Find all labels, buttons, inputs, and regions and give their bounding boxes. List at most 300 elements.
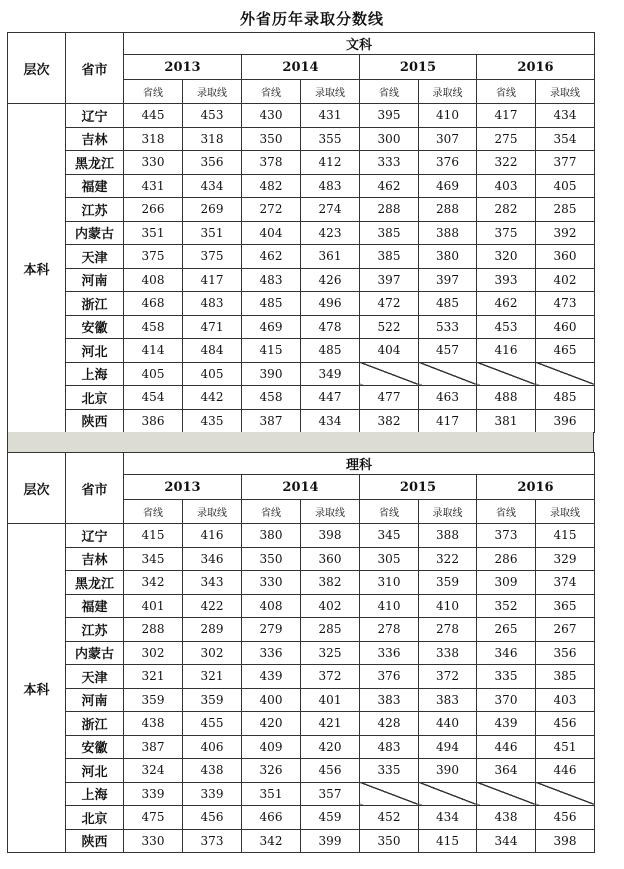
table-row <box>8 221 595 245</box>
score-cell: 333 <box>360 151 419 175</box>
score-cell: 397 <box>419 268 477 292</box>
score-cell: 404 <box>242 221 301 245</box>
score-cell: 387 <box>242 409 301 433</box>
score-cell: 372 <box>419 665 477 689</box>
provincial-line-header: 省线 <box>360 500 419 524</box>
score-cell: 465 <box>536 339 595 363</box>
score-cell: 484 <box>183 339 242 363</box>
province-cell: 福建 <box>66 174 124 198</box>
score-cell: 420 <box>301 735 360 759</box>
score-cell: 485 <box>419 292 477 316</box>
province-cell: 北京 <box>66 386 124 410</box>
score-cell: 322 <box>477 151 536 175</box>
score-cell: 473 <box>536 292 595 316</box>
score-cell: 415 <box>419 829 477 853</box>
score-cell: 409 <box>242 735 301 759</box>
empty-slash-cell <box>477 362 536 386</box>
province-cell: 安徽 <box>66 315 124 339</box>
score-cell: 454 <box>124 386 183 410</box>
provincial-line-header: 省线 <box>477 500 536 524</box>
score-cell: 375 <box>477 221 536 245</box>
score-cell: 496 <box>301 292 360 316</box>
score-cell: 483 <box>360 735 419 759</box>
table-row <box>8 198 595 222</box>
province-cell: 河北 <box>66 339 124 363</box>
table-row <box>8 547 595 571</box>
admission-line-header: 录取线 <box>183 80 242 104</box>
province-cell: 江苏 <box>66 198 124 222</box>
score-cell: 401 <box>301 688 360 712</box>
table-row <box>8 386 595 410</box>
province-header: 省市 <box>66 453 124 524</box>
score-cell: 426 <box>301 268 360 292</box>
score-cell: 382 <box>301 571 360 595</box>
score-cell: 438 <box>124 712 183 736</box>
score-cell: 372 <box>301 665 360 689</box>
score-cell: 357 <box>301 782 360 806</box>
score-cell: 330 <box>124 829 183 853</box>
score-cell: 421 <box>301 712 360 736</box>
table-row <box>8 618 595 642</box>
score-cell: 385 <box>360 221 419 245</box>
admission-line-header: 录取线 <box>301 500 360 524</box>
score-cell: 350 <box>360 829 419 853</box>
score-cell: 338 <box>419 641 477 665</box>
score-cell: 285 <box>536 198 595 222</box>
score-cell: 355 <box>301 127 360 151</box>
provincial-line-header: 省线 <box>360 80 419 104</box>
score-cell: 378 <box>242 151 301 175</box>
score-cell: 325 <box>301 641 360 665</box>
score-cell: 390 <box>419 759 477 783</box>
score-cell: 469 <box>419 174 477 198</box>
score-cell: 417 <box>477 104 536 128</box>
score-cell: 458 <box>242 386 301 410</box>
score-cell: 286 <box>477 547 536 571</box>
score-cell: 399 <box>301 829 360 853</box>
score-cell: 405 <box>536 174 595 198</box>
score-cell: 300 <box>360 127 419 151</box>
score-cell: 288 <box>124 618 183 642</box>
score-cell: 400 <box>242 688 301 712</box>
wenke-section <box>7 32 594 433</box>
level-cell: 本科 <box>8 104 66 433</box>
score-cell: 364 <box>477 759 536 783</box>
score-cell: 415 <box>242 339 301 363</box>
score-cell: 453 <box>477 315 536 339</box>
table-row <box>8 571 595 595</box>
score-cell: 483 <box>301 174 360 198</box>
score-cell: 522 <box>360 315 419 339</box>
table-row <box>8 759 595 783</box>
table-row <box>8 339 595 363</box>
score-cell: 485 <box>301 339 360 363</box>
score-cell: 488 <box>477 386 536 410</box>
score-cell: 396 <box>536 409 595 433</box>
table-row <box>8 151 595 175</box>
score-cell: 318 <box>183 127 242 151</box>
score-cell: 307 <box>419 127 477 151</box>
score-cell: 401 <box>124 594 183 618</box>
score-cell: 393 <box>477 268 536 292</box>
score-cell: 322 <box>419 547 477 571</box>
score-cell: 453 <box>183 104 242 128</box>
province-cell: 河南 <box>66 268 124 292</box>
score-cell: 388 <box>419 221 477 245</box>
table-row <box>8 688 595 712</box>
table-row <box>8 594 595 618</box>
score-cell: 382 <box>360 409 419 433</box>
score-cell: 434 <box>183 174 242 198</box>
score-cell: 282 <box>477 198 536 222</box>
table-row <box>8 735 595 759</box>
score-cell: 455 <box>183 712 242 736</box>
score-cell: 305 <box>360 547 419 571</box>
province-cell: 吉林 <box>66 547 124 571</box>
category-header: 理科 <box>124 453 595 475</box>
score-cell: 410 <box>419 104 477 128</box>
score-cell: 416 <box>477 339 536 363</box>
province-cell: 陕西 <box>66 829 124 853</box>
score-cell: 330 <box>124 151 183 175</box>
score-cell: 380 <box>419 245 477 269</box>
score-cell: 302 <box>183 641 242 665</box>
score-cell: 446 <box>477 735 536 759</box>
score-cell: 288 <box>360 198 419 222</box>
score-cell: 350 <box>242 547 301 571</box>
score-cell: 321 <box>183 665 242 689</box>
score-cell: 410 <box>360 594 419 618</box>
score-cell: 483 <box>242 268 301 292</box>
level-header: 层次 <box>8 453 66 524</box>
score-cell: 406 <box>183 735 242 759</box>
score-cell: 404 <box>360 339 419 363</box>
score-cell: 408 <box>242 594 301 618</box>
score-cell: 269 <box>183 198 242 222</box>
score-cell: 309 <box>477 571 536 595</box>
year-header: 2013 <box>124 475 242 500</box>
score-cell: 279 <box>242 618 301 642</box>
score-cell: 386 <box>124 409 183 433</box>
score-cell: 466 <box>242 806 301 830</box>
score-cell: 438 <box>183 759 242 783</box>
score-cell: 375 <box>124 245 183 269</box>
province-cell: 黑龙江 <box>66 151 124 175</box>
score-cell: 469 <box>242 315 301 339</box>
empty-slash-cell <box>477 782 536 806</box>
score-cell: 370 <box>477 688 536 712</box>
provincial-line-header: 省线 <box>124 500 183 524</box>
score-cell: 442 <box>183 386 242 410</box>
empty-slash-cell <box>360 362 419 386</box>
score-cell: 452 <box>360 806 419 830</box>
score-cell: 415 <box>536 524 595 548</box>
score-cell: 417 <box>183 268 242 292</box>
score-cell: 272 <box>242 198 301 222</box>
province-cell: 黑龙江 <box>66 571 124 595</box>
score-cell: 398 <box>301 524 360 548</box>
province-cell: 吉林 <box>66 127 124 151</box>
province-cell: 浙江 <box>66 712 124 736</box>
score-cell: 346 <box>183 547 242 571</box>
province-cell: 上海 <box>66 782 124 806</box>
score-cell: 380 <box>242 524 301 548</box>
score-cell: 351 <box>124 221 183 245</box>
score-cell: 431 <box>301 104 360 128</box>
province-cell: 福建 <box>66 594 124 618</box>
empty-slash-cell <box>536 782 595 806</box>
score-cell: 460 <box>536 315 595 339</box>
table-row <box>8 829 595 853</box>
level-header: 层次 <box>8 33 66 104</box>
table-row <box>8 268 595 292</box>
year-header: 2015 <box>360 475 477 500</box>
score-cell: 385 <box>536 665 595 689</box>
admission-line-header: 录取线 <box>536 500 595 524</box>
score-cell: 278 <box>419 618 477 642</box>
province-cell: 北京 <box>66 806 124 830</box>
score-cell: 485 <box>536 386 595 410</box>
score-cell: 356 <box>183 151 242 175</box>
score-cell: 342 <box>242 829 301 853</box>
score-cell: 405 <box>183 362 242 386</box>
province-cell: 上海 <box>66 362 124 386</box>
score-cell: 408 <box>124 268 183 292</box>
table-row <box>8 665 595 689</box>
table-row <box>8 806 595 830</box>
empty-slash-cell <box>419 362 477 386</box>
province-cell: 安徽 <box>66 735 124 759</box>
province-header: 省市 <box>66 33 124 104</box>
score-cell: 457 <box>419 339 477 363</box>
table-row <box>8 292 595 316</box>
score-cell: 462 <box>242 245 301 269</box>
score-cell: 414 <box>124 339 183 363</box>
score-cell: 420 <box>242 712 301 736</box>
score-cell: 430 <box>242 104 301 128</box>
score-cell: 381 <box>477 409 536 433</box>
score-cell: 345 <box>360 524 419 548</box>
score-cell: 440 <box>419 712 477 736</box>
score-cell: 376 <box>419 151 477 175</box>
score-cell: 405 <box>124 362 183 386</box>
score-cell: 533 <box>419 315 477 339</box>
score-cell: 471 <box>183 315 242 339</box>
empty-slash-cell <box>536 362 595 386</box>
score-cell: 330 <box>242 571 301 595</box>
score-cell: 456 <box>301 759 360 783</box>
score-cell: 329 <box>536 547 595 571</box>
score-cell: 356 <box>536 641 595 665</box>
score-cell: 422 <box>183 594 242 618</box>
score-cell: 477 <box>360 386 419 410</box>
score-cell: 359 <box>124 688 183 712</box>
admission-line-header: 录取线 <box>183 500 242 524</box>
score-cell: 354 <box>536 127 595 151</box>
score-cell: 360 <box>301 547 360 571</box>
score-cell: 360 <box>536 245 595 269</box>
score-cell: 385 <box>360 245 419 269</box>
score-cell: 412 <box>301 151 360 175</box>
score-cell: 339 <box>124 782 183 806</box>
empty-slash-cell <box>419 782 477 806</box>
score-cell: 395 <box>360 104 419 128</box>
score-cell: 398 <box>536 829 595 853</box>
score-cell: 483 <box>183 292 242 316</box>
score-cell: 387 <box>124 735 183 759</box>
score-cell: 274 <box>301 198 360 222</box>
score-cell: 438 <box>477 806 536 830</box>
score-cell: 344 <box>477 829 536 853</box>
score-cell: 351 <box>183 221 242 245</box>
score-cell: 434 <box>301 409 360 433</box>
score-cell: 485 <box>242 292 301 316</box>
section-divider-band <box>7 432 594 452</box>
score-cell: 278 <box>360 618 419 642</box>
province-cell: 陕西 <box>66 409 124 433</box>
score-cell: 434 <box>536 104 595 128</box>
score-cell: 456 <box>536 712 595 736</box>
score-cell: 463 <box>419 386 477 410</box>
score-table <box>7 452 595 853</box>
score-cell: 472 <box>360 292 419 316</box>
score-cell: 339 <box>183 782 242 806</box>
score-cell: 376 <box>360 665 419 689</box>
score-cell: 392 <box>536 221 595 245</box>
table-row <box>8 245 595 269</box>
table-row <box>8 174 595 198</box>
score-cell: 342 <box>124 571 183 595</box>
score-cell: 359 <box>419 571 477 595</box>
score-cell: 349 <box>301 362 360 386</box>
province-cell: 浙江 <box>66 292 124 316</box>
score-cell: 428 <box>360 712 419 736</box>
province-cell: 天津 <box>66 245 124 269</box>
admission-line-header: 录取线 <box>536 80 595 104</box>
table-row <box>8 524 595 548</box>
score-cell: 458 <box>124 315 183 339</box>
score-cell: 417 <box>419 409 477 433</box>
page-title: 外省历年录取分数线 <box>239 10 384 28</box>
score-cell: 423 <box>301 221 360 245</box>
score-cell: 336 <box>360 641 419 665</box>
province-cell: 内蒙古 <box>66 221 124 245</box>
score-cell: 343 <box>183 571 242 595</box>
table-row <box>8 712 595 736</box>
table-row <box>8 362 595 386</box>
score-cell: 468 <box>124 292 183 316</box>
year-header: 2014 <box>242 55 360 80</box>
score-cell: 302 <box>124 641 183 665</box>
score-cell: 410 <box>419 594 477 618</box>
provincial-line-header: 省线 <box>242 500 301 524</box>
province-cell: 河北 <box>66 759 124 783</box>
score-cell: 310 <box>360 571 419 595</box>
score-cell: 267 <box>536 618 595 642</box>
table-row <box>8 315 595 339</box>
score-cell: 352 <box>477 594 536 618</box>
province-cell: 辽宁 <box>66 524 124 548</box>
admission-line-header: 录取线 <box>301 80 360 104</box>
score-cell: 361 <box>301 245 360 269</box>
score-cell: 434 <box>419 806 477 830</box>
province-cell: 河南 <box>66 688 124 712</box>
provincial-line-header: 省线 <box>124 80 183 104</box>
year-header: 2016 <box>477 55 595 80</box>
table-row <box>8 409 595 433</box>
score-cell: 447 <box>301 386 360 410</box>
score-cell: 346 <box>477 641 536 665</box>
score-cell: 375 <box>183 245 242 269</box>
table-row <box>8 782 595 806</box>
score-cell: 456 <box>183 806 242 830</box>
score-cell: 416 <box>183 524 242 548</box>
provincial-line-header: 省线 <box>242 80 301 104</box>
score-cell: 335 <box>360 759 419 783</box>
score-cell: 439 <box>242 665 301 689</box>
score-cell: 415 <box>124 524 183 548</box>
like-section <box>7 452 594 853</box>
score-cell: 388 <box>419 524 477 548</box>
score-cell: 289 <box>183 618 242 642</box>
score-cell: 462 <box>477 292 536 316</box>
score-table <box>7 32 595 433</box>
year-header: 2014 <box>242 475 360 500</box>
year-header: 2016 <box>477 475 595 500</box>
score-cell: 336 <box>242 641 301 665</box>
score-cell: 435 <box>183 409 242 433</box>
score-cell: 402 <box>536 268 595 292</box>
score-cell: 494 <box>419 735 477 759</box>
score-cell: 350 <box>242 127 301 151</box>
score-cell: 431 <box>124 174 183 198</box>
admission-line-header: 录取线 <box>419 80 477 104</box>
score-cell: 324 <box>124 759 183 783</box>
score-cell: 359 <box>183 688 242 712</box>
score-cell: 482 <box>242 174 301 198</box>
admission-line-header: 录取线 <box>419 500 477 524</box>
category-header: 文科 <box>124 33 595 55</box>
score-cell: 439 <box>477 712 536 736</box>
score-cell: 351 <box>242 782 301 806</box>
score-cell: 265 <box>477 618 536 642</box>
score-cell: 318 <box>124 127 183 151</box>
score-cell: 326 <box>242 759 301 783</box>
score-cell: 383 <box>360 688 419 712</box>
province-cell: 辽宁 <box>66 104 124 128</box>
score-cell: 456 <box>536 806 595 830</box>
score-cell: 462 <box>360 174 419 198</box>
score-cell: 403 <box>477 174 536 198</box>
score-cell: 373 <box>477 524 536 548</box>
score-cell: 335 <box>477 665 536 689</box>
score-cell: 288 <box>419 198 477 222</box>
score-cell: 374 <box>536 571 595 595</box>
empty-slash-cell <box>360 782 419 806</box>
score-cell: 365 <box>536 594 595 618</box>
province-cell: 天津 <box>66 665 124 689</box>
score-cell: 478 <box>301 315 360 339</box>
level-cell: 本科 <box>8 524 66 853</box>
score-cell: 451 <box>536 735 595 759</box>
score-cell: 275 <box>477 127 536 151</box>
score-cell: 403 <box>536 688 595 712</box>
score-cell: 475 <box>124 806 183 830</box>
table-row <box>8 127 595 151</box>
score-cell: 390 <box>242 362 301 386</box>
score-cell: 266 <box>124 198 183 222</box>
provincial-line-header: 省线 <box>477 80 536 104</box>
